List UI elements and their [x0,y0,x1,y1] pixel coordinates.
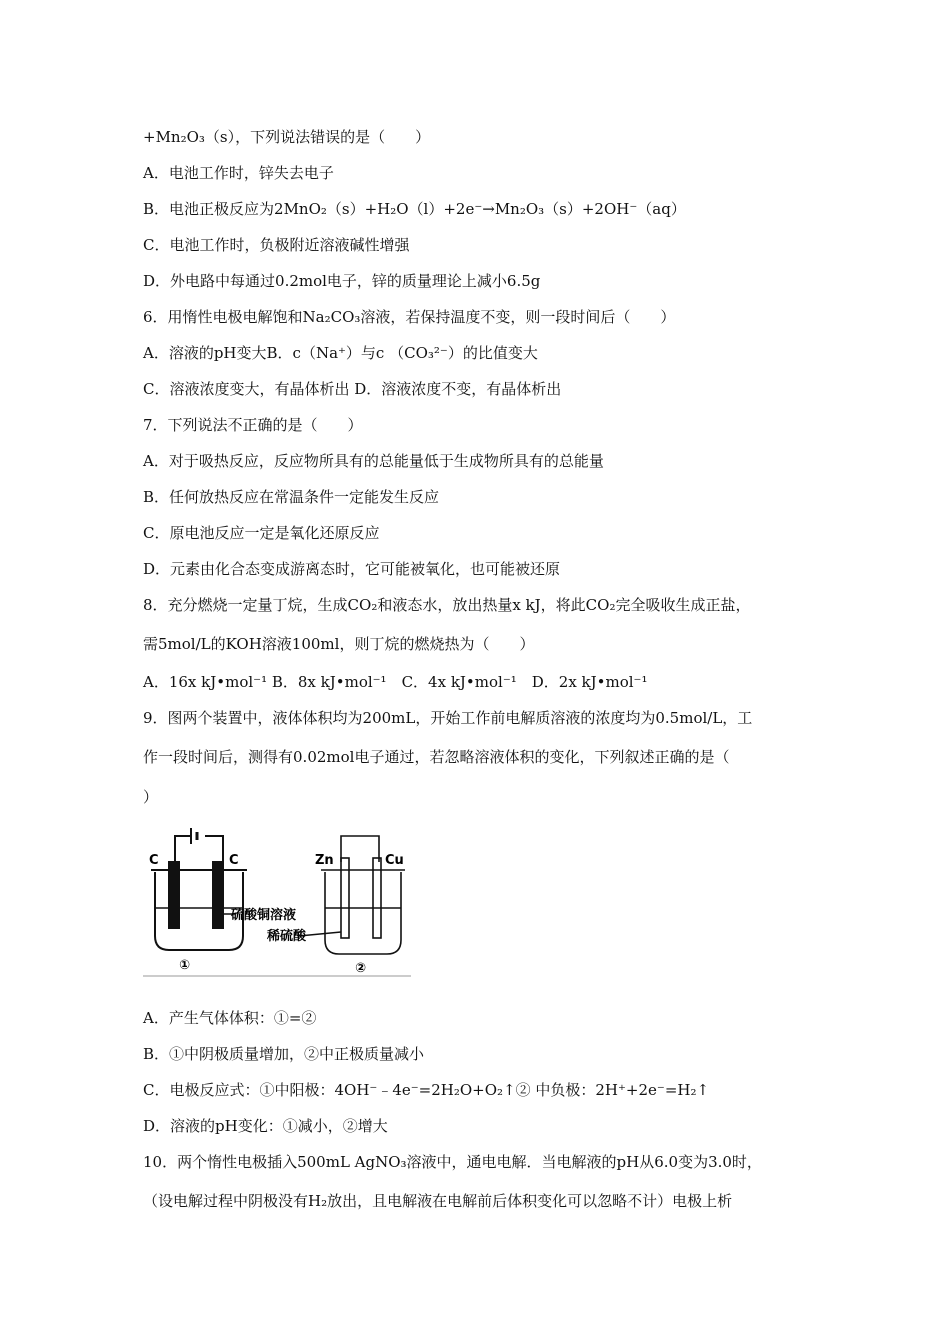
figure-number-2: ② [355,961,367,976]
question-10: 10．两个惰性电极插入500mL AgNO₃溶液中，通电电解．当电解液的pH从6.0变为3.0时， [143,1153,762,1171]
option-ab: A．溶液的pH变大B．c（Na⁺）与c （CO₃²⁻）的比值变大 [143,344,538,362]
figure-number-1: ① [179,958,191,973]
option-b: B．任何放热反应在常温条件一定能发生反应 [143,488,440,506]
option-cd: C．溶液浓度变大，有晶体析出 D．溶液浓度不变，有晶体析出 [143,380,562,398]
question-8-cont: 需5mol/L的KOH溶液100ml，则丁烷的燃烧热为（ ） [143,635,535,653]
option-a: A．对于吸热反应，反应物所具有的总能量低于生成物所具有的总能量 [143,452,604,470]
solution-label-1: 硫酸铜溶液 [231,908,297,923]
option-d: D．溶液的pH变化：①减小，②增大 [143,1117,388,1135]
text-line: +Mn₂O₃（s），下列说法错误的是（ ） [143,128,431,146]
electrode-label-cu: Cu [385,853,404,868]
options-abcd: A．16x kJ•mol⁻¹ B．8x kJ•mol⁻¹ C．4x kJ•mol⁻¹ D．2x kJ•mol⁻¹ [143,673,648,691]
question-9-end: ） [143,788,159,806]
option-c: C．电池工作时，负极附近溶液碱性增强 [143,236,410,254]
electrode-label-c: C [149,853,159,868]
question-6: 6．用惰性电极电解饱和Na₂CO₃溶液，若保持温度不变，则一段时间后（ ） [143,308,676,326]
option-b: B．①中阴极质量增加，②中正极质量减小 [143,1045,425,1063]
option-b: B．电池正极反应为2MnO₂（s）+H₂O（l）+2e⁻→Mn₂O₃（s）+2OH⁻（aq） [143,200,686,218]
question-10-cont: （设电解过程中阴极没有H₂放出，且电解液在电解前后体积变化可以忽略不计）电极上析 [143,1192,733,1210]
question-8: 8．充分燃烧一定量丁烷，生成CO₂和液态水，放出热量x kJ，将此CO₂完全吸收生成正盐， [143,596,751,614]
electrolysis-figure [143,824,411,980]
option-d: D．元素由化合态变成游离态时，它可能被氧化，也可能被还原 [143,560,561,578]
option-a: A．产生气体体积：①=② [143,1009,317,1027]
solution-label-2: 稀硫酸 [267,929,307,944]
electrode-label-c: C [229,853,239,868]
option-d: D．外电路中每通过0.2mol电子，锌的质量理论上减小6.5g [143,272,541,290]
question-7: 7．下列说法不正确的是（ ） [143,416,363,434]
apparatus-1 [151,828,247,950]
question-9: 9．图两个装置中，液体体积均为200mL，开始工作前电解质溶液的浓度均为0.5mol/L，工 [143,709,753,727]
electrode-label-zn: Zn [315,853,334,868]
option-c: C．原电池反应一定是氧化还原反应 [143,524,380,542]
option-c: C．电极反应式：①中阳极：4OH⁻﹣4e⁻=2H₂O+O₂↑② 中负极：2H⁺+2e⁻=H₂↑ [143,1081,710,1099]
question-9-cont: 作一段时间后，测得有0.02mol电子通过，若忽略溶液体积的变化，下列叙述正确的是（ [143,748,730,766]
option-a: A．电池工作时，锌失去电子 [143,164,334,182]
